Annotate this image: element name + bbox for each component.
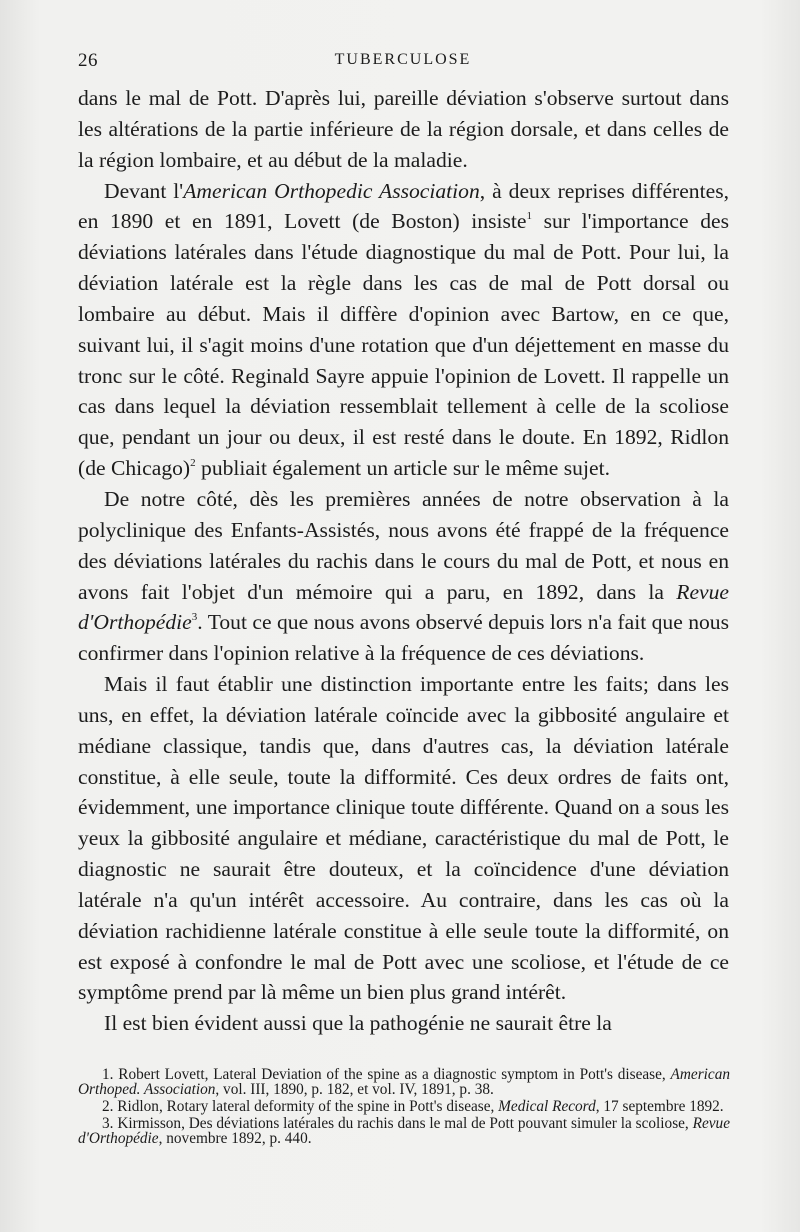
paragraph-4: [78, 669, 729, 1008]
paragraph-3-text-c: . Tout ce que nous avons observé depuis lors n'a fait que nous confirmer dans l'opinion relative à la fréquence de ces déviations.: [78, 610, 729, 666]
footnote-2: [78, 1099, 730, 1114]
paragraph-4-text: Mais il faut établir une distinction importante entre les faits; dans les uns, en effet, la déviation latérale coïncide avec la gibbosité angulaire et médiane classique, tandis que, dans d'autres cas, la déviation latérale constitue, à elle seule, toute la difformité. Ces deux ordres de faits ont, évidemment, une importance clinique toute différente. Quand on a sous les yeux la gibbosité angulaire et médiane, caractéristique du mal de Pott, le diagnostic ne saurait être douteux, et la coïncidence d'une déviation latérale n'a qu'un intérêt accessoire. Au contraire, dans les cas où la déviation rachidienne latérale constitue à elle seule toute la difformité, on est exposé à confondre le mal de Pott avec une scoliose, et l'étude de ce symptôme prend par là même un bien plus grand intérêt.: [78, 672, 729, 1005]
footnote-1: [78, 1067, 730, 1097]
paragraph-5: [78, 1008, 729, 1039]
paragraph-2-text-e: publiait également un article sur le même sujet.: [195, 456, 610, 481]
footnote-ref-3[interactable]: 3: [191, 611, 198, 624]
footnote-1-text-a: 1. Robert Lovett, Lateral Deviation of the spine as a diagnostic symptom in Pott's disease,: [102, 1066, 671, 1083]
footnote-1-source: American Orthoped. Association: [78, 1066, 730, 1098]
running-title: TUBERCULOSE: [334, 51, 472, 68]
paragraph-3-text-a: De notre côté, dès les premières années de notre observation à la polyclinique des Enfants-Assistés, nous avons été frappé de la fréquence des déviations latérales du rachis dans le cours du mal de Pott, et nous en avons fait l'objet d'un mémoire qui a paru, en 1892, dans la: [78, 486, 729, 604]
footnote-2-source: Medical Record: [498, 1098, 596, 1115]
footnote-ref-2[interactable]: 2: [190, 457, 196, 470]
footnote-3-text-c: , novembre 1892, p. 440.: [158, 1130, 312, 1147]
paragraph-1-text: dans le mal de Pott. D'après lui, pareille déviation s'observe surtout dans les altérations de la partie inférieure de la région dorsale, et dans celles de la région lombaire, et au début de la maladie.: [78, 86, 729, 172]
page-number: 26: [78, 50, 98, 71]
footnote-ref-1[interactable]: 1: [526, 210, 532, 223]
footnote-1-text-c: , vol. III, 1890, p. 182, et vol. IV, 1891, p. 38.: [215, 1081, 494, 1098]
paragraph-2: [78, 176, 729, 484]
association-name: American Orthopedic Association: [183, 178, 480, 203]
footnote-2-text-c: , 17 septembre 1892.: [595, 1098, 724, 1115]
paragraph-2-text-a: Devant l': [104, 178, 184, 203]
footnote-2-text-a: 2. Ridlon, Rotary lateral deformity of the spine in Pott's disease,: [102, 1098, 499, 1115]
journal-name: Revue d'Orthopédie: [78, 579, 729, 635]
paragraph-2-text-d: sur l'importance des déviations latérales dans l'étude diagnostique du mal de Pott. Pour lui, la déviation latérale est la règle dans les cas de mal de Pott dorsal ou lombaire au début. Mais il diffère d'opinion avec Bartow, en ce que, suivant lui, il s'agit moins d'une rotation que d'un déjettement en masse du tronc sur le côté. Reginald Sayre appuie l'opinion de Lovett. Il rappelle un cas dans lequel la déviation ressemblait tellement à celle de la scoliose que, pendant un jour ou deux, il est resté dans le doute. En 1892, Ridlon (de Chicago): [78, 209, 729, 481]
paragraph-3: [78, 484, 729, 669]
footnote-3-text-a: 3. Kirmisson, Des déviations latérales du rachis dans le mal de Pott pouvant simuler la scoliose,: [102, 1115, 693, 1132]
footnote-3: [78, 1116, 730, 1146]
footnote-3-source: Revue d'Orthopédie: [78, 1115, 730, 1147]
body-text: [78, 83, 729, 1039]
page-header: [78, 50, 728, 80]
paragraph-1: [78, 83, 729, 176]
paragraph-2-text-c: , à deux reprises différentes, en 1890 et en 1891, Lovett (de Boston) insiste: [78, 178, 729, 234]
footnotes: [78, 1067, 730, 1148]
paragraph-5-text: Il est bien évident aussi que la pathogénie ne saurait être la: [104, 1011, 612, 1036]
